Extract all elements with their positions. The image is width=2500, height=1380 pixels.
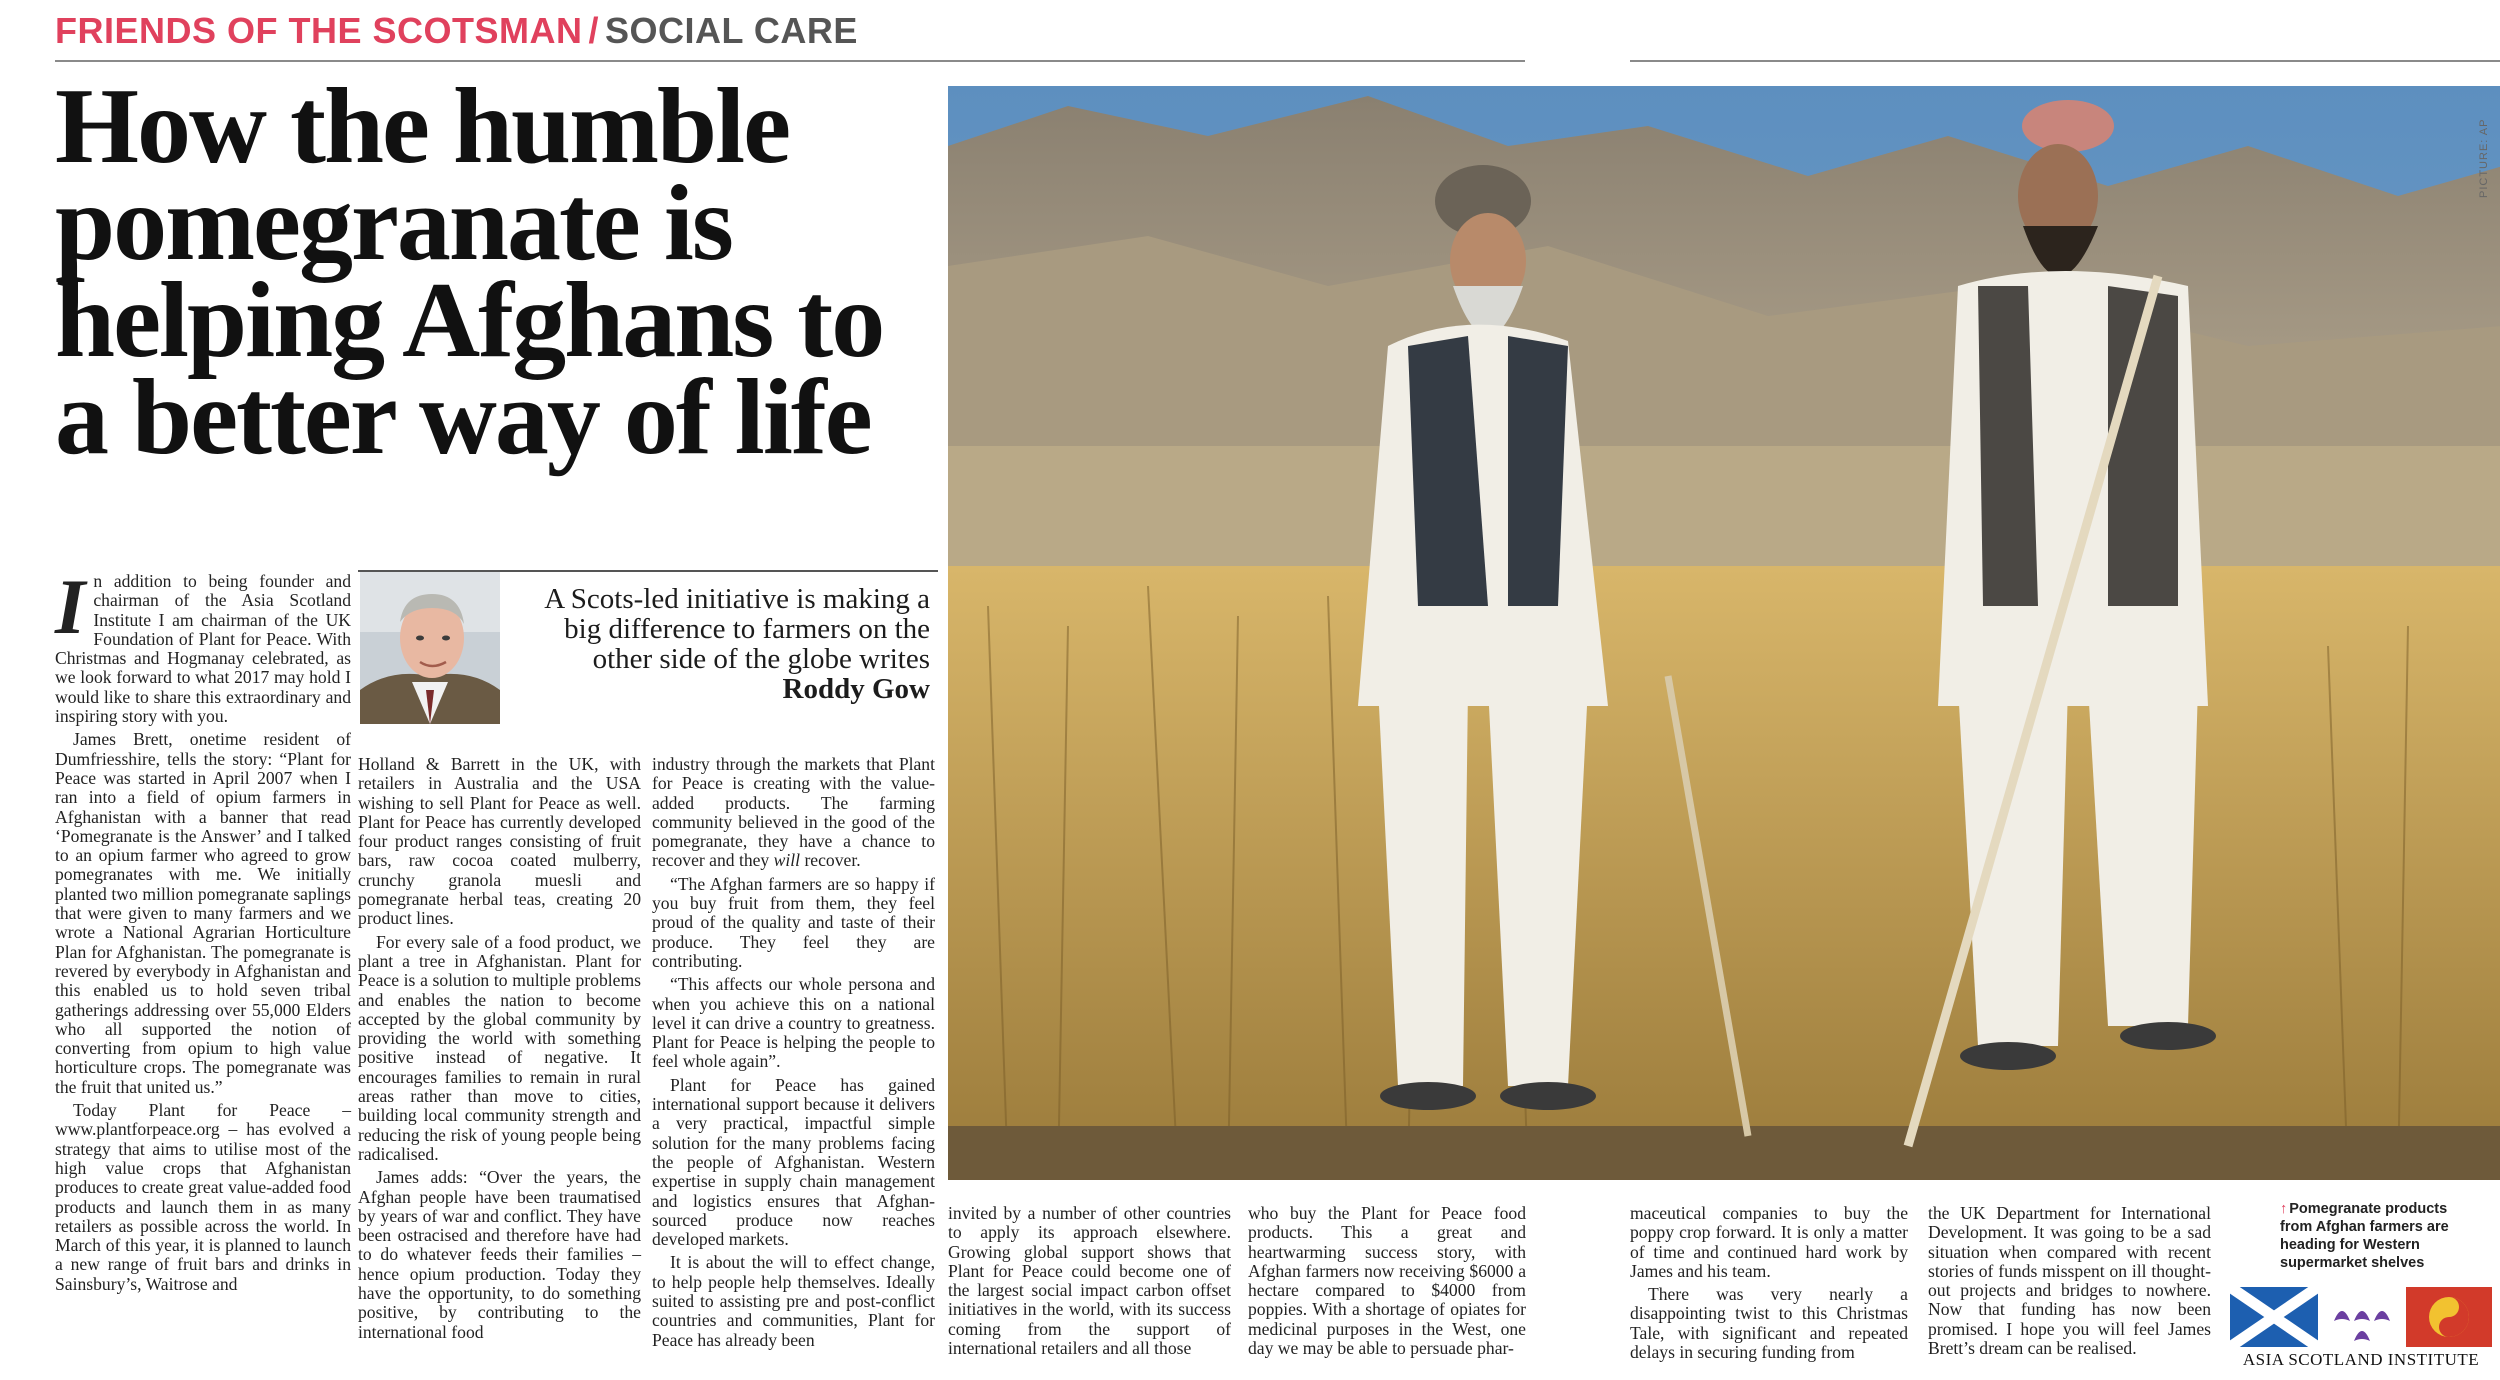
article-column-7 bbox=[1928, 1204, 2211, 1362]
photo-credit: PICTURE: AP bbox=[2478, 118, 2490, 198]
article-paragraph: Today Plant for Peace – www.plantforpeace.org – has evolved a strategy that aims to utilise most of the high value crops that Afghanistan produces to create great value-added food products and launch them in as many retailers as possible across the world. In March of this year, it is planned to launch a new range of fruit bars and drinks in Sainsbury’s, Waitrose and bbox=[55, 1100, 351, 1294]
article-paragraph: Plant for Peace has gained international support because it delivers a very practical, impactful simple solution for the many problems facing the people of Afghanistan. Western expertise in supply chain management and logistics ensures that Afghan-sourced produce now reaches developed markets. bbox=[652, 1074, 935, 1250]
logo-text: ASIA SCOTLAND INSTITUTE bbox=[2242, 1350, 2480, 1369]
article-paragraph: invited by a number of other countries to apply its approach elsewhere. Growing global support shows that Plant for Peace could become one of the largest social impact carbon offset initiatives in the world, with its success coming from the support of international retailers and all those bbox=[948, 1203, 1231, 1359]
article-paragraph: Holland & Barrett in the UK, with retailers in Australia and the USA wishing to sell Plant for Peace as well. Plant for Peace has currently developed four product ranges consisting of fruit bars, raw cocoa coated mulberry, crunchy granola muesli and pomegranate herbal teas, creating 20 product lines. bbox=[358, 754, 641, 929]
article-paragraph bbox=[652, 755, 935, 871]
up-arrow-icon: ↑ bbox=[2280, 1201, 2288, 1217]
article-paragraph: “This affects our whole persona and when you achieve this on a national level it can drive a country to greatness. Plant for Peace is helping the people to feel whole again”. bbox=[652, 974, 935, 1072]
article-column-6 bbox=[1630, 1204, 1908, 1366]
article-column-2 bbox=[358, 755, 641, 1346]
section-kicker bbox=[55, 10, 858, 52]
author-portrait bbox=[360, 572, 500, 724]
paragraph-text: n addition to being founder and chairman of the Asia Scotland Institute I am chairman of the UK Foundation of Plant for Peace. With Christmas and Hogmanay celebrated, as we look forward to what 2017 may hold I would like to share this extraordinary and inspiring story with you. bbox=[55, 571, 351, 727]
kicker-subsection: SOCIAL CARE bbox=[605, 10, 858, 51]
emphasis: will bbox=[773, 850, 801, 871]
paragraph-text: recover. bbox=[800, 850, 861, 871]
kicker-separator: / bbox=[588, 10, 600, 51]
main-photo bbox=[948, 86, 2500, 1180]
standfirst-text: A Scots-led initiative is making a big difference to farmers on the other side of the globe writes bbox=[544, 583, 930, 675]
standfirst bbox=[510, 584, 930, 704]
article-paragraph: “The Afghan farmers are so happy if you buy fruit from them, they feel proud of the quality and taste of their produce. They feel they are contributing. bbox=[652, 873, 935, 971]
article-paragraph: the UK Department for International Development. It was going to be a sad situation when compared with recent stories of funds misspent on ill thought-out projects and bridges to nowhere. Now that funding has now been promised. I hope you will feel James Brett’s dream can be realised. bbox=[1928, 1203, 2211, 1359]
article-column-1 bbox=[55, 563, 351, 1298]
article-column-3 bbox=[652, 755, 935, 1354]
standfirst-box bbox=[358, 570, 938, 725]
article-paragraph: maceutical companies to buy the poppy crop forward. It is only a matter of time and continued hard work by James and his team. bbox=[1630, 1203, 1908, 1281]
article-paragraph: James Brett, onetime resident of Dumfriesshire, tells the story: “Plant for Peace was started in April 2007 when I ran into a field of opium farmers in Afghanistan with a banner that read ‘Pomegranate is the Answer’ and I talked to an opium farmer who agreed to grow pomegranates with me. We initially planted two million pomegranate saplings that were given to many farmers and we wrote a National Agrarian Horticulture Plan for Afghanistan. The pomegranate is revered by everybody in Afghanistan and this enabled us to hold seven tribal gatherings addressing over 55,000 Elders who all supported the notion of converting from opium to high value horticulture crops. The pomegranate was the fruit that united us.” bbox=[55, 729, 351, 1097]
article-paragraph: who buy the Plant for Peace food products. This a great and heartwarming success story, with Afghan farmers now receiving $6000 a hectare compared to $4000 from poppies. With a shortage of opiates for medicinal purposes in the West, one day we may be able to persuade phar- bbox=[1248, 1203, 1526, 1359]
article-paragraph: James adds: “Over the years, the Afghan people have been traumatised by years of war and conflict. They have been ostracised and therefore have had to do whatever feeds their families – hence opium production. Today they have the opportunity, to do something positive, by contributing to the international food bbox=[358, 1167, 641, 1342]
article-paragraph bbox=[55, 563, 351, 727]
top-rule-left bbox=[55, 60, 1525, 62]
asia-scotland-institute-logo bbox=[2230, 1287, 2492, 1347]
paragraph-text: industry through the markets that Plant for Peace is creating with the value-added products. The farming community believed in the good of the pomegranate, they have a chance to recover and they bbox=[652, 754, 935, 871]
article-column-4 bbox=[948, 1204, 1231, 1362]
article-paragraph: It is about the will to effect change, to help people help themselves. Ideally suited to assisting pre and post-conflict countries and communities, Plant for Peace has already been bbox=[652, 1252, 935, 1350]
top-rule-right bbox=[1630, 60, 2500, 62]
article-column-5 bbox=[1248, 1204, 1526, 1362]
byline: Roddy Gow bbox=[782, 673, 930, 705]
drop-cap: I bbox=[55, 563, 86, 650]
article-paragraph: There was very nearly a disappointing twist to this Christmas Tale, with significant and repeated delays in securing funding from bbox=[1630, 1284, 1908, 1363]
headline: How the humble pomegranate is helping Afghans to a better way of life bbox=[55, 67, 884, 477]
caption-text: Pomegranate products from Afghan farmers are heading for Western supermarket shelves bbox=[2280, 1201, 2449, 1271]
kicker-section: FRIENDS OF THE SCOTSMAN bbox=[55, 10, 583, 51]
article-paragraph: For every sale of a food product, we plant a tree in Afghanistan. Plant for Peace is a solution to multiple problems and enables the nation to become accepted by the global community by providing the world with something positive instead of negative. It encourages families to remain in rural areas rather than move to cities, building local community strength and reducing the risk of young people being radicalised. bbox=[358, 931, 641, 1164]
photo-caption bbox=[2280, 1200, 2480, 1272]
